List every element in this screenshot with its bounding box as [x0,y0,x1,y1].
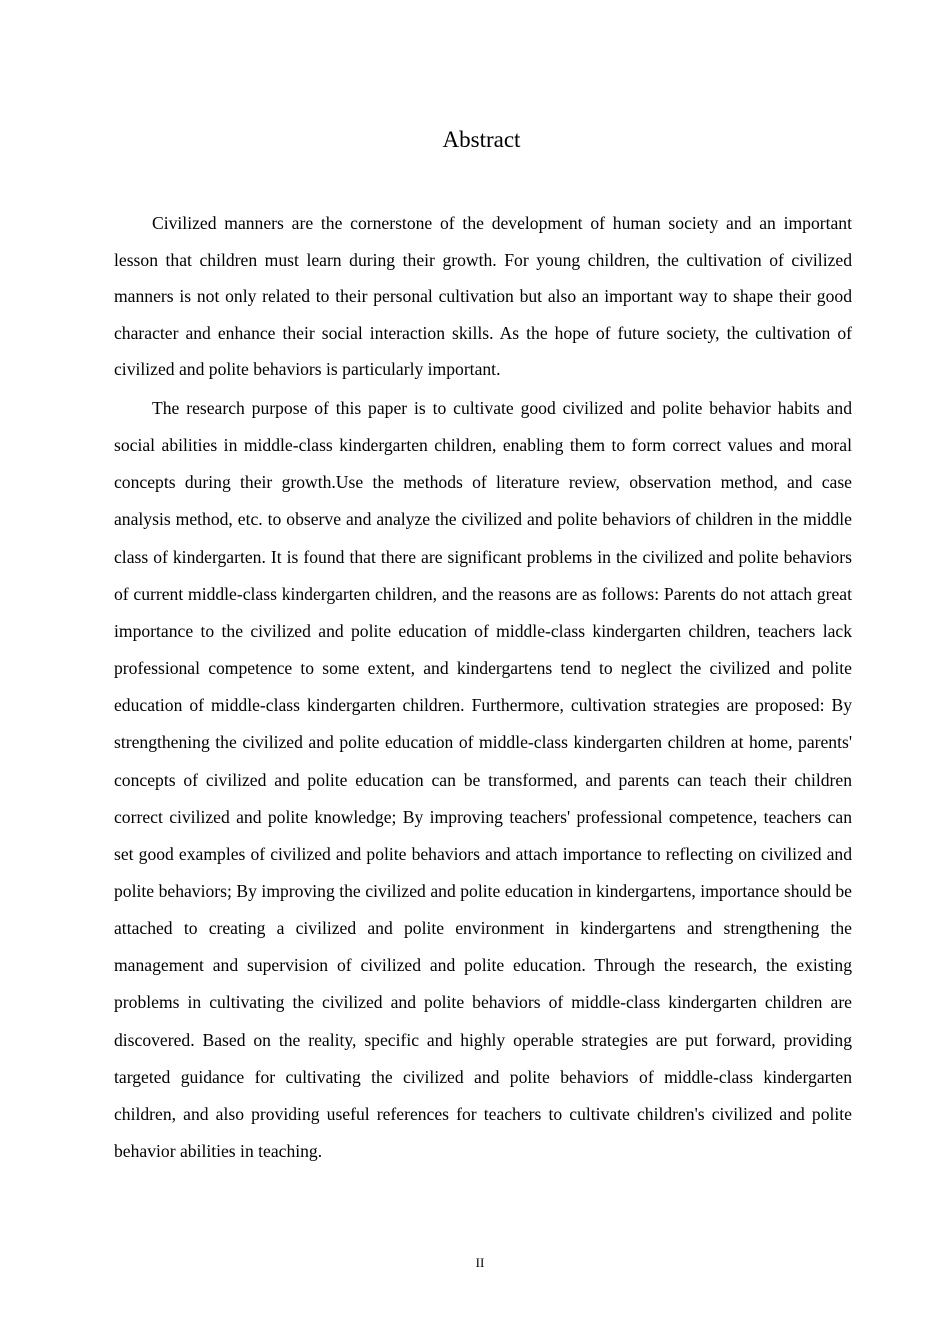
page-title: Abstract [442,127,521,152]
page-number: II [475,1255,485,1270]
abstract-paragraph-2: The research purpose of this paper is to cultivate good civilized and polite behavior habits and social abilities in middle-class kindergarten children, enabling them to form correct values and moral concepts during their growth.Use the methods of literature review, observation method, and case analysis method, etc. to observe and analyze the civilized and polite behaviors of children in the middle class of kindergarten. It is found that there are significant problems in the civilized and polite behaviors of current middle-class kindergarten children, and the reasons are as follows: Parents do not attach great importance to the civilized and polite education of middle-class kindergarten children, teachers lack professional competence to some extent, and kindergartens tend to neglect the civilized and polite education of middle-class kindergarten children. Furthermore, cultivation strategies are proposed: By strengthening the civilized and polite education of middle-class kindergarten children at home, parents' concepts of civilized and polite education can be transformed, and parents can teach their children correct civilized and polite knowledge; By improving teachers' professional competence, teachers can set good examples of civilized and polite behaviors and attach importance to reflecting on civilized and polite behaviors; By improving the civilized and polite education in kindergartens, importance should be attached to creating a civilized and polite environment in kindergartens and strengthening the management and supervision of civilized and polite education. Through the research, the existing problems in cultivating the civilized and polite behaviors of middle-class kindergarten children are discovered. Based on the reality, specific and highly operable strategies are put forward, providing targeted guidance for cultivating the civilized and polite behaviors of middle-class kindergarten children, and also providing useful references for teachers to cultivate children's civilized and polite behavior abilities in teaching. [114,397,852,1162]
abstract-body [114,205,852,1170]
abstract-paragraph-1: Civilized manners are the cornerstone of the development of human society and an important lesson that children must learn during their growth. For young children, the cultivation of civilized manners is not only related to their personal cultivation but also an important way to shape their good character and enhance their social interaction skills. As the hope of future society, the cultivation of civilized and polite behaviors is particularly important. [114,213,852,380]
